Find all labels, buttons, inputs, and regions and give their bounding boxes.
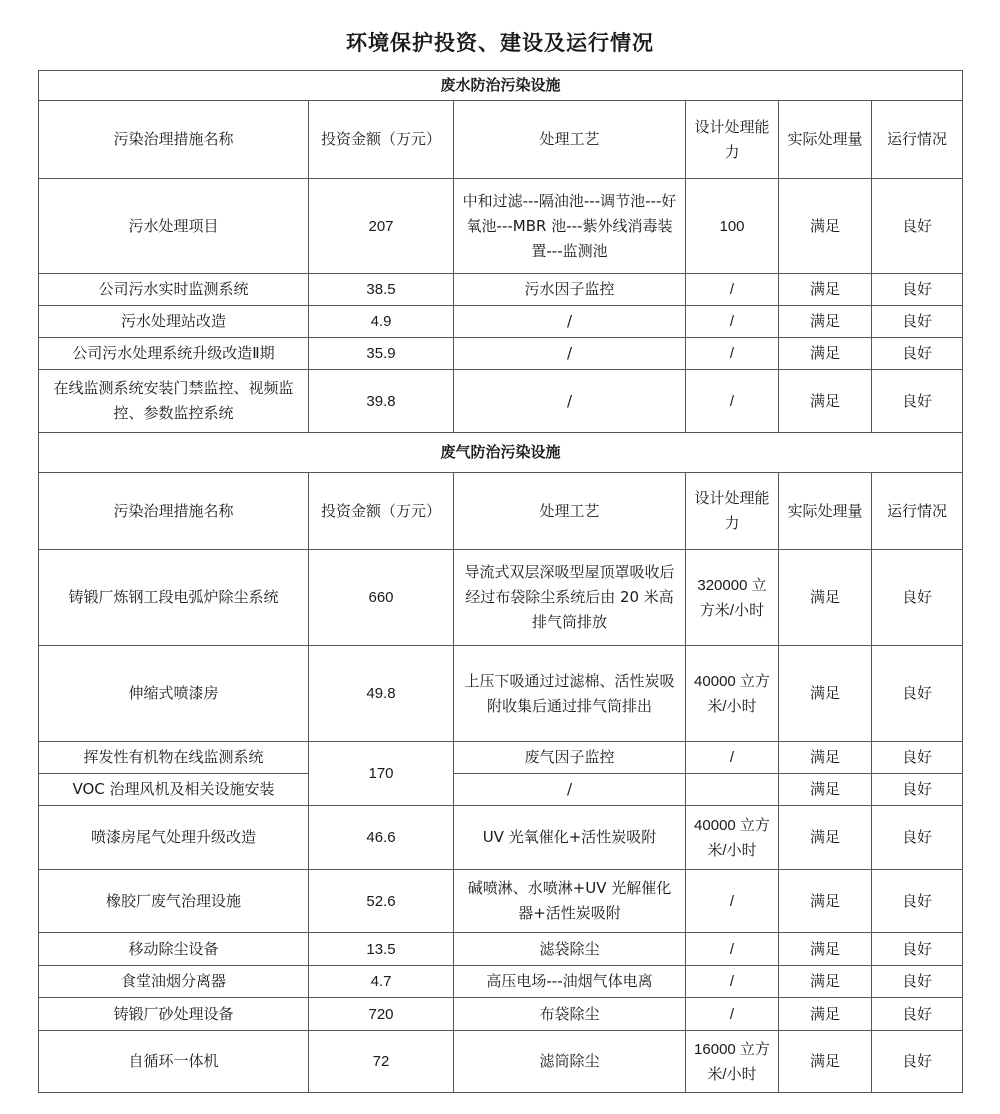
header-status: 运行情况 [872, 473, 963, 550]
cell-amount: 13.5 [309, 933, 454, 966]
header-row [39, 101, 963, 179]
cell-name: VOC 治理风机及相关设施安装 [39, 774, 309, 806]
cell-amount: 4.9 [309, 306, 454, 338]
table-row [39, 338, 963, 370]
cell-actual: 满足 [779, 370, 872, 433]
cell-actual: 满足 [779, 998, 872, 1031]
cell-name: 挥发性有机物在线监测系统 [39, 742, 309, 774]
header-name: 污染治理措施名称 [39, 473, 309, 550]
cell-actual: 满足 [779, 870, 872, 933]
table-row [39, 870, 963, 933]
cell-capacity: / [686, 870, 779, 933]
table-row [39, 806, 963, 870]
cell-amount: 4.7 [309, 966, 454, 998]
cell-amount: 46.6 [309, 806, 454, 870]
cell-status: 良好 [872, 274, 963, 306]
page-title: 环境保护投资、建设及运行情况 [346, 31, 654, 55]
table-row [39, 1031, 963, 1093]
cell-capacity: / [686, 306, 779, 338]
cell-name: 污水处理站改造 [39, 306, 309, 338]
header-actual: 实际处理量 [779, 473, 872, 550]
cell-name: 自循环一体机 [39, 1031, 309, 1093]
header-process: 处理工艺 [454, 101, 686, 179]
cell-name: 伸缩式喷漆房 [39, 646, 309, 742]
cell-process: 高压电场---油烟气体电离 [454, 966, 686, 998]
cell-process: 滤袋除尘 [454, 933, 686, 966]
table-row [39, 306, 963, 338]
header-name: 污染治理措施名称 [39, 101, 309, 179]
cell-actual: 满足 [779, 646, 872, 742]
cell-actual: 满足 [779, 1031, 872, 1093]
header-amount: 投资金额（万元） [309, 473, 454, 550]
cell-name: 污水处理项目 [39, 179, 309, 274]
cell-amount: 52.6 [309, 870, 454, 933]
table-row [39, 274, 963, 306]
cell-amount: 38.5 [309, 274, 454, 306]
cell-name: 橡胶厂废气治理设施 [39, 870, 309, 933]
cell-name: 喷漆房尾气处理升级改造 [39, 806, 309, 870]
cell-actual: 满足 [779, 806, 872, 870]
table-row [39, 966, 963, 998]
table-row [39, 933, 963, 966]
cell-capacity: / [686, 274, 779, 306]
cell-capacity: 320000 立方米/小时 [686, 550, 779, 646]
cell-capacity: 40000 立方米/小时 [686, 646, 779, 742]
header-capacity: 设计处理能力 [686, 101, 779, 179]
cell-process: / [454, 774, 686, 806]
table-row [39, 742, 963, 774]
cell-process: 中和过滤---隔油池---调节池---好氧池---MBR 池---紫外线消毒装置---监测池 [454, 179, 686, 274]
header-row [39, 473, 963, 550]
cell-status: 良好 [872, 306, 963, 338]
cell-process: 废气因子监控 [454, 742, 686, 774]
table-row [39, 370, 963, 433]
header-actual: 实际处理量 [779, 101, 872, 179]
table-row [39, 179, 963, 274]
cell-amount: 49.8 [309, 646, 454, 742]
cell-amount: 72 [309, 1031, 454, 1093]
cell-status: 良好 [872, 550, 963, 646]
cell-status: 良好 [872, 806, 963, 870]
environment-table [38, 70, 963, 1093]
cell-capacity: / [686, 966, 779, 998]
cell-process: UV 光氧催化+活性炭吸附 [454, 806, 686, 870]
header-amount: 投资金额（万元） [309, 101, 454, 179]
cell-status: 良好 [872, 742, 963, 774]
cell-amount: 35.9 [309, 338, 454, 370]
cell-process: 布袋除尘 [454, 998, 686, 1031]
cell-actual: 满足 [779, 338, 872, 370]
cell-status: 良好 [872, 774, 963, 806]
cell-actual: 满足 [779, 742, 872, 774]
cell-amount: 720 [309, 998, 454, 1031]
cell-capacity [686, 774, 779, 806]
cell-name: 移动除尘设备 [39, 933, 309, 966]
cell-actual: 满足 [779, 274, 872, 306]
cell-process: 滤筒除尘 [454, 1031, 686, 1093]
cell-amount: 170 [309, 742, 454, 806]
cell-capacity: 40000 立方米/小时 [686, 806, 779, 870]
cell-capacity: / [686, 933, 779, 966]
header-capacity: 设计处理能力 [686, 473, 779, 550]
cell-status: 良好 [872, 870, 963, 933]
cell-process: / [454, 306, 686, 338]
cell-status: 良好 [872, 966, 963, 998]
cell-amount: 207 [309, 179, 454, 274]
section-title-wastewater: 废水防治污染设施 [39, 71, 963, 101]
cell-status: 良好 [872, 370, 963, 433]
cell-name: 在线监测系统安装门禁监控、视频监控、参数监控系统 [39, 370, 309, 433]
cell-status: 良好 [872, 933, 963, 966]
header-status: 运行情况 [872, 101, 963, 179]
cell-status: 良好 [872, 338, 963, 370]
table-row [39, 646, 963, 742]
cell-amount: 660 [309, 550, 454, 646]
header-process: 处理工艺 [454, 473, 686, 550]
table-row [39, 998, 963, 1031]
cell-process: / [454, 370, 686, 433]
cell-actual: 满足 [779, 179, 872, 274]
cell-process: 污水因子监控 [454, 274, 686, 306]
cell-name: 铸锻厂砂处理设备 [39, 998, 309, 1031]
cell-actual: 满足 [779, 550, 872, 646]
cell-status: 良好 [872, 179, 963, 274]
table-row [39, 550, 963, 646]
cell-name: 公司污水处理系统升级改造Ⅱ期 [39, 338, 309, 370]
cell-capacity: / [686, 998, 779, 1031]
section-title-exhaust-gas: 废气防治污染设施 [39, 433, 963, 473]
cell-status: 良好 [872, 1031, 963, 1093]
cell-name: 铸锻厂炼钢工段电弧炉除尘系统 [39, 550, 309, 646]
cell-status: 良好 [872, 646, 963, 742]
cell-status: 良好 [872, 998, 963, 1031]
cell-actual: 满足 [779, 933, 872, 966]
cell-name: 公司污水实时监测系统 [39, 274, 309, 306]
cell-actual: 满足 [779, 966, 872, 998]
cell-capacity: / [686, 742, 779, 774]
cell-process: / [454, 338, 686, 370]
cell-actual: 满足 [779, 306, 872, 338]
cell-capacity: 16000 立方米/小时 [686, 1031, 779, 1093]
cell-amount: 39.8 [309, 370, 454, 433]
cell-process: 上压下吸通过过滤棉、活性炭吸附收集后通过排气筒排出 [454, 646, 686, 742]
cell-capacity: / [686, 370, 779, 433]
cell-capacity: / [686, 338, 779, 370]
cell-process: 碱喷淋、水喷淋+UV 光解催化器+活性炭吸附 [454, 870, 686, 933]
cell-capacity: 100 [686, 179, 779, 274]
table-row [39, 774, 963, 806]
cell-process: 导流式双层深吸型屋顶罩吸收后经过布袋除尘系统后由 20 米高排气筒排放 [454, 550, 686, 646]
cell-name: 食堂油烟分离器 [39, 966, 309, 998]
cell-actual: 满足 [779, 774, 872, 806]
